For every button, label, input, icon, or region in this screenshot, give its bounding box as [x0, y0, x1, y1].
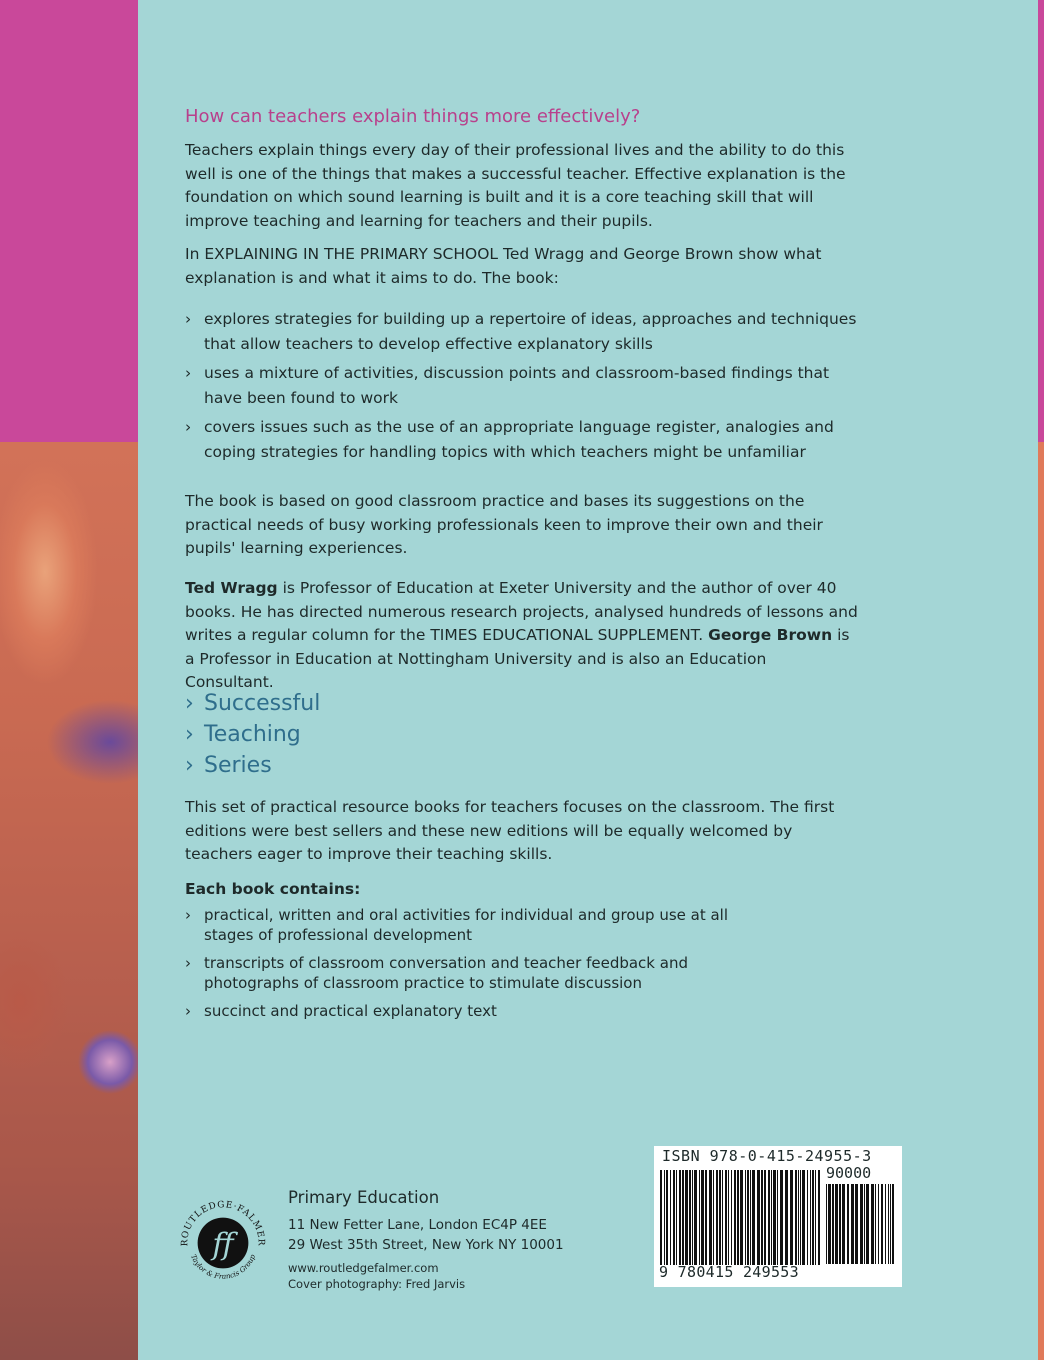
barcode-bar	[747, 1170, 749, 1265]
barcode-bar	[676, 1170, 677, 1265]
barcode-bar	[785, 1170, 788, 1265]
chevron-right-icon: ›	[185, 954, 191, 972]
barcode-bar	[864, 1184, 865, 1264]
barcode-bar	[728, 1170, 729, 1265]
barcode-bar	[828, 1184, 831, 1264]
barcode-bar	[694, 1170, 697, 1265]
barcode-bar	[701, 1170, 704, 1265]
list-item	[185, 361, 860, 411]
chevron-right-icon: ›	[185, 418, 192, 436]
barcode-bar	[731, 1170, 732, 1265]
barcode-bar	[832, 1184, 834, 1264]
intro-paragraph: Teachers explain things every day of their professional lives and the ability to do this well is one of the things that makes a successful teacher. Effective explanation is the foundation on which sound learning is built and it is a core teaching skill that will improve teaching and learning for teachers and their pupils.	[185, 141, 846, 230]
series-title	[185, 688, 320, 781]
barcode-bar	[866, 1184, 869, 1264]
barcode-bar	[802, 1170, 805, 1265]
barcode-bar	[826, 1184, 827, 1264]
barcode-bar	[768, 1170, 770, 1265]
chevron-right-icon: ›	[185, 310, 192, 328]
barcode-bar	[740, 1170, 743, 1265]
book-intro-paragraph: In EXPLAINING IN THE PRIMARY SCHOOL Ted Wragg and George Brown show what explanation is and what it aims to do. The book:	[185, 245, 822, 287]
barcode-bar	[719, 1170, 721, 1265]
svg-text:Taylor & Francis Group: Taylor & Francis Group	[188, 1252, 258, 1281]
right-edge-pink	[1038, 0, 1044, 442]
list-item	[185, 415, 860, 465]
barcode-bar	[752, 1170, 755, 1265]
list-item: › transcripts of classroom conversation and teacher feedback and photographs of classroom practice to stimulate discussion	[185, 954, 688, 992]
barcode-bar	[875, 1184, 876, 1264]
book-point-text: uses a mixture of activities, discussion points and classroom-based findings that have been found to work	[204, 364, 830, 407]
barcode-bar	[847, 1184, 849, 1264]
barcode-bar	[692, 1170, 693, 1265]
svg-text:ROUTLEDGE·FALMER: ROUTLEDGE·FALMER	[180, 1200, 266, 1247]
barcode-bar	[839, 1184, 841, 1264]
barcode-bar	[664, 1170, 665, 1265]
barcode-bar	[722, 1170, 723, 1265]
each-book-heading: Each book contains:	[185, 880, 361, 898]
list-item: › succinct and practical explanatory text	[185, 1002, 497, 1020]
barcode-bar	[842, 1184, 845, 1264]
right-edge-orange	[1038, 442, 1044, 1360]
barcode-label	[654, 1146, 902, 1287]
addon-barcode	[826, 1184, 896, 1264]
list-item: › practical, written and oral activities for individual and group use at all stages of professional development	[185, 906, 729, 944]
barcode-bar	[682, 1170, 684, 1265]
cover-heading: How can teachers explain things more effectively?	[185, 106, 641, 127]
barcode-bar	[871, 1184, 874, 1264]
pink-band	[0, 0, 138, 442]
author1-name: Ted Wragg	[185, 579, 278, 597]
barcode-bar	[745, 1170, 746, 1265]
cover-photo-strip	[0, 442, 138, 1360]
publisher-logo	[176, 1196, 270, 1290]
publisher-address-newyork: 29 West 35th Street, New York NY 10001	[288, 1237, 564, 1253]
barcode-bar	[851, 1184, 854, 1264]
barcode-bar	[709, 1170, 712, 1265]
barcode-bar	[892, 1184, 894, 1264]
barcode-bar	[699, 1170, 700, 1265]
barcode-bar	[666, 1170, 668, 1265]
barcode-bar	[757, 1170, 760, 1265]
barcode-bar	[780, 1170, 783, 1265]
book-point-text: covers issues such as the use of an appropriate language register, analogies and coping strategies for handling topics with which teachers might be unfamiliar	[204, 418, 834, 461]
price-code: 90000	[826, 1164, 872, 1182]
practice-paragraph: The book is based on good classroom practice and bases its suggestions on the practical needs of busy working professionals keen to improve their own and their pupils' learning experiences.	[185, 492, 823, 557]
barcode-bar	[689, 1170, 691, 1265]
barcode-bar	[764, 1170, 766, 1265]
chevron-right-icon: ›	[185, 906, 191, 924]
series-paragraph: This set of practical resource books for teachers focuses on the classroom. The first editions were best sellers and these new editions will be equally welcomed by teachers eager to improve their teaching skills.	[185, 798, 835, 863]
barcode-bar	[750, 1170, 751, 1265]
authors-paragraph	[185, 577, 860, 695]
barcode-bar	[878, 1184, 879, 1264]
barcode-bar	[810, 1170, 811, 1265]
chevron-right-icon: ›	[185, 1002, 191, 1020]
isbn-number: ISBN 978-0-415-24955-3	[662, 1147, 872, 1165]
barcode-bar	[773, 1170, 776, 1265]
barcode-bar	[705, 1170, 707, 1265]
ean-number: 9 780415 249553	[659, 1263, 799, 1281]
barcode-bar	[673, 1170, 675, 1265]
barcode-bar	[790, 1170, 793, 1265]
barcode-bar	[685, 1170, 688, 1265]
series-title-line: › Teaching	[185, 719, 320, 750]
barcode-bar	[713, 1170, 714, 1265]
barcode-bar	[807, 1170, 808, 1265]
barcode-bar	[737, 1170, 739, 1265]
right-edge-strip	[1038, 0, 1044, 1360]
barcode-bar	[812, 1170, 814, 1265]
chevron-right-icon: ›	[185, 722, 194, 747]
ean-barcode	[660, 1170, 822, 1265]
barcode-bar	[670, 1170, 671, 1265]
barcode-bar	[855, 1184, 858, 1264]
barcode-bar	[888, 1184, 889, 1264]
chevron-right-icon: ›	[185, 691, 194, 716]
series-title-line: › Successful	[185, 688, 320, 719]
book-point-text: explores strategies for building up a repertoire of ideas, approaches and techniques that allow teachers to develop effective explanatory skills	[204, 310, 857, 353]
barcode-bar	[860, 1184, 863, 1264]
book-points-list	[185, 307, 860, 469]
svg-text:ff: ff	[212, 1227, 234, 1263]
chevron-right-icon: ›	[185, 364, 192, 382]
author1-bio: is Professor of Education at Exeter University and the author of over 40 books. He has directed numerous research projects, analysed hundreds of lessons and writes a regular column for the TIMES EDUCATIONAL SUPPLEMENT.	[185, 579, 858, 644]
barcode-bar	[890, 1184, 891, 1264]
publisher-address-london: 11 New Fetter Lane, London EC4P 4EE	[288, 1217, 547, 1233]
barcode-bar	[777, 1170, 778, 1265]
barcode-bar	[716, 1170, 718, 1265]
barcode-bar	[795, 1170, 797, 1265]
barcode-bar	[800, 1170, 801, 1265]
barcode-bar	[798, 1170, 799, 1265]
barcode-bar	[725, 1170, 727, 1265]
publisher-info	[288, 1186, 564, 1292]
each-book-list	[185, 906, 745, 1031]
author2-name: George Brown	[708, 626, 833, 644]
barcode-bar	[881, 1184, 883, 1264]
cover-photo-credit: Cover photography: Fred Jarvis	[288, 1277, 466, 1291]
left-color-strip	[0, 0, 138, 1360]
barcode-bar	[815, 1170, 816, 1265]
publisher-series: Primary Education	[288, 1188, 440, 1207]
author2-bio: is a Professor in Education at Nottingham University and is also an Education Consultant.	[185, 626, 850, 691]
barcode-bar	[818, 1170, 820, 1265]
barcode-bar	[885, 1184, 886, 1264]
barcode-bar	[835, 1184, 838, 1264]
list-item	[185, 307, 860, 357]
publisher-website: www.routledgefalmer.com	[288, 1261, 439, 1275]
chevron-right-icon: ›	[185, 753, 194, 778]
barcode-bar	[761, 1170, 763, 1265]
barcode-bar	[679, 1170, 681, 1265]
barcode-bar	[734, 1170, 736, 1265]
barcode-bar	[660, 1170, 662, 1265]
barcode-bar	[771, 1170, 772, 1265]
series-title-line: › Series	[185, 750, 320, 781]
